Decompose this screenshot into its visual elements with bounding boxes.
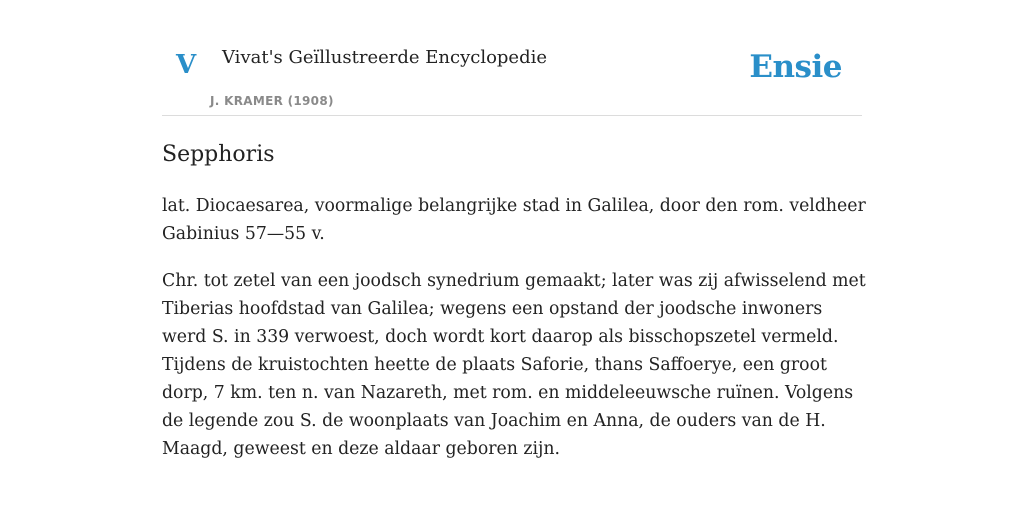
ensie-logo-link[interactable]: Ensie — [749, 49, 842, 85]
source-title-link[interactable]: Vivat's Geïllustreerde Encyclopedie — [222, 47, 548, 68]
entry-paragraph: lat. Diocaesarea, voormalige belangrijke stad in Galilea, door den rom. veldheer Gabinius 57—55 v. — [162, 196, 866, 244]
entry-page — [162, 0, 866, 512]
source-author: J. KRAMER (1908) — [210, 94, 334, 108]
source-header — [162, 0, 862, 116]
entry-paragraph: Chr. tot zetel van een joodsch synedrium gemaakt; later was zij afwisselend met Tiberias hoofdstad van Galilea; wegens een opstand der joodsche inwoners werd S. in 339 verwoest, doch wordt kort daarop als bisschopszetel vermeld. Tijdens de kruistochten heette de plaats Saforie, thans Saffoerye, een groot dorp, 7 km. ten n. van Nazareth, met rom. en middeleeuwsche ruïnen. Volgens de legende zou S. de woonplaats van Joachim en Anna, de ouders van de H. Maagd, geweest en deze aldaar geboren zijn. — [162, 271, 866, 459]
volume-letter[interactable]: V — [176, 50, 197, 80]
entry-title: Sepphoris — [162, 142, 275, 167]
